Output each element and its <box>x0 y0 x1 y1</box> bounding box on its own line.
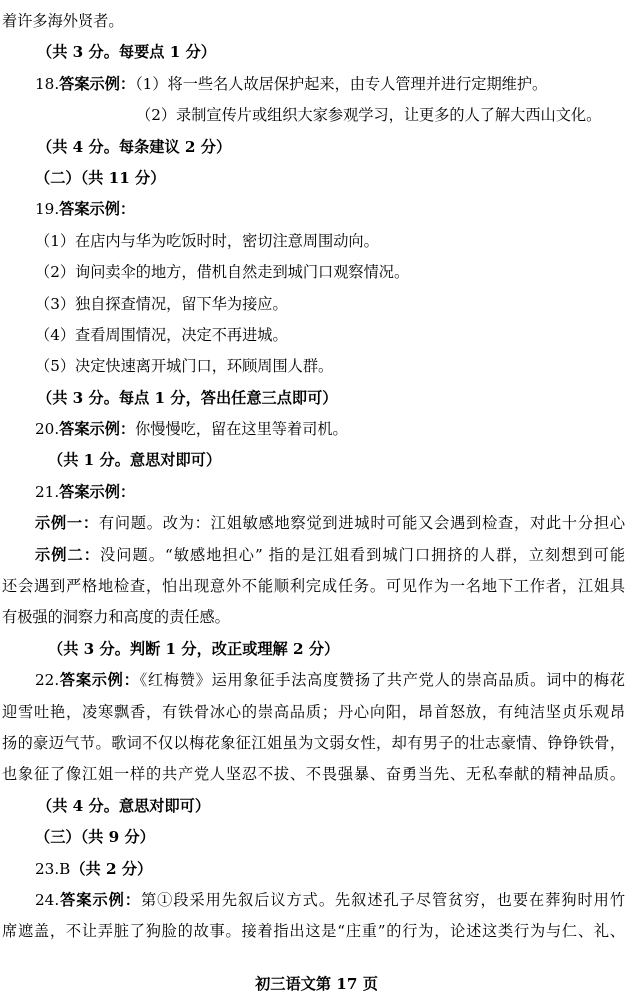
answer-label: 答案示例： <box>59 74 136 93</box>
example-label: 示例一： <box>35 514 99 533</box>
answer-text: （2）录制宣传片或组织大家参观学习，让更多的人了解大西山文化。 <box>136 106 602 125</box>
q18-score-note: （共 4 分。每条建议 2 分） <box>37 137 232 156</box>
question-number: 19. <box>35 200 60 219</box>
q20-score-note: （共 1 分。意思对即可） <box>48 451 222 470</box>
answer-label: 答案示例： <box>59 482 136 501</box>
answer-text: 《红梅赞》运用象征手法高度赞扬了共产党人的崇高品质。词中的梅花 <box>139 671 625 690</box>
section-3-heading: （三）（共 9 分） <box>35 828 155 847</box>
q22-answer-line-2: 迎雪吐艳，凌寒飘香，有铁骨冰心的崇高品质；丹心向阳，昂首怒放，有纯洁坚贞乐观昂 <box>2 702 625 721</box>
question-number: 24. <box>35 890 60 909</box>
question-number: 22. <box>35 671 60 690</box>
q21-example-2-line-2: 还会遇到严格地检查，怕出现意外不能顺利完成任务。可见作为一名地下工作者，江姐具 <box>2 577 625 596</box>
answer-text: 第①段采用先叙后议方式。先叙述孔子尽管贫穷，也要在葬狗时用竹 <box>140 890 625 909</box>
q22-score-note: （共 4 分。意思对即可） <box>37 796 211 815</box>
q24-answer-line-2: 席遮盖，不让弄脏了狗脸的故事。接着指出这是“庄重”的行为，论述这类行为与仁、礼、 <box>2 922 625 941</box>
q22-answer-line-4: 也象征了像江姐一样的共产党人坚忍不拔、不畏强暴、奋勇当先、无私奉献的精神品质。 <box>2 765 625 784</box>
answer-text: （1）将一些名人故居保护起来，由专人管理并进行定期维护。 <box>135 74 548 93</box>
q21-score-note: （共 3 分。判断 1 分，改正或理解 2 分） <box>48 639 340 658</box>
answer-text: 你慢慢吃，留在这里等着司机。 <box>135 420 348 439</box>
score-note: （共 2 分） <box>70 859 153 878</box>
q22-answer-line-1 <box>2 665 625 696</box>
q21-example-1-line <box>2 508 625 539</box>
q22-answer-line-3: 扬的豪迈气节。歌词不仅以梅花象征江姐虽为文弱女性，却有男子的壮志豪情、铮铮铁骨， <box>2 733 625 752</box>
page-footer: 初三语文第 17 页 <box>255 975 378 993</box>
answer-label: 答案示例： <box>59 420 136 439</box>
q18-answer-line-1 <box>2 69 625 100</box>
q19-point-2: （2）询问卖伞的地方，借机自然走到城门口观察情况。 <box>35 263 410 282</box>
q18-answer-line-2 <box>2 100 625 131</box>
section-2-heading: （二）（共 11 分） <box>35 168 166 187</box>
answer-label: 答案示例： <box>59 671 140 690</box>
answer-text: 有问题。改为：江姐敏感地察觉到进城时可能又会遇到检查，对此十分担心 <box>98 514 625 533</box>
q24-answer-line-1 <box>2 885 625 916</box>
answer-label: 答案示例： <box>59 890 141 909</box>
q23-answer-line <box>2 854 625 885</box>
question-number: 21. <box>35 482 60 501</box>
q21-header-line <box>2 477 625 508</box>
q19-point-5: （5）决定快速离开城门口，环顾周围人群。 <box>35 357 334 376</box>
answer-text: 着许多海外贤者。 <box>2 12 124 30</box>
q21-example-2-line-3: 有极强的洞察力和高度的责任感。 <box>2 608 230 627</box>
question-number: 18. <box>35 74 60 93</box>
answer-text: 23.B <box>35 859 71 878</box>
q19-point-4: （4）查看周围情况，决定不再进城。 <box>35 325 288 344</box>
answer-label: 答案示例： <box>59 200 136 219</box>
q21-example-2-line-1 <box>2 540 625 571</box>
q17-continuation-line <box>2 6 625 37</box>
example-label: 示例二： <box>35 545 100 564</box>
q19-point-1: （1）在店内与华为吃饭时时，密切注意周围动向。 <box>35 231 379 250</box>
q19-point-3: （3）独自探查情况，留下华为接应。 <box>35 294 288 313</box>
question-number: 20. <box>35 420 60 439</box>
answer-text: 没问题。“敏感地担心” 指的是江姐看到城门口拥挤的人群，立刻想到可能 <box>99 545 625 564</box>
q19-score-note: （共 3 分。每点 1 分，答出任意三点即可） <box>37 388 338 407</box>
q20-answer-line <box>2 414 625 445</box>
q19-header-line <box>2 194 625 225</box>
q17-score-note: （共 3 分。每要点 1 分） <box>37 43 216 62</box>
